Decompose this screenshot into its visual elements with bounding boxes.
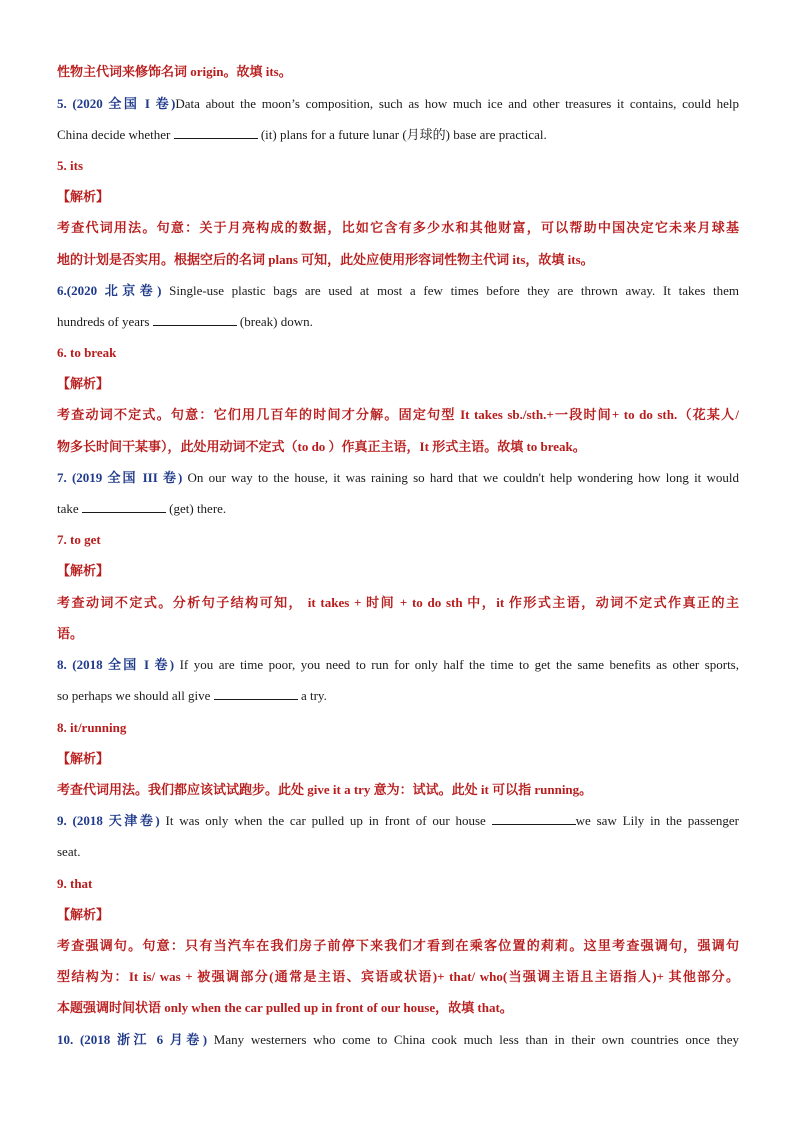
question-6-number: 6.(2020 北京卷) xyxy=(57,283,162,298)
answer-blank xyxy=(214,687,298,700)
answer-9: 9. that xyxy=(57,876,93,891)
analysis-tag: 【解析】 xyxy=(57,563,110,578)
explanation-7-line-1: 考查动词不定式。分析句子结构可知， it takes + 时间 + to do sth 中，it 作形式主语，动词不定式作真正的主 xyxy=(57,595,739,610)
question-7-line-2: take (get) there. xyxy=(57,501,227,516)
analysis-tag: 【解析】 xyxy=(57,376,110,391)
question-8-number: 8. (2018 全国 I 卷) xyxy=(57,657,175,672)
question-5-line-1: 5. (2020 全国 I 卷)Data about the moon’s composition, such as how much ice and other treasures it contains, could help xyxy=(57,96,739,111)
answer-8: 8. it/running xyxy=(57,720,127,735)
question-6-line-1: 6.(2020 北京卷) Single-use plastic bags are used at most a few times before they are thrown away. It takes them xyxy=(57,283,739,298)
answer-7: 7. to get xyxy=(57,532,101,547)
answer-blank xyxy=(174,126,258,139)
explanation-5-line-1: 考查代词用法。句意：关于月亮构成的数据，比如它含有多少水和其他财富，可以帮助中国决定它未来月球基 xyxy=(57,220,739,235)
prev-explanation-tail: 性物主代词来修饰名词 origin。故填 its。 xyxy=(57,64,292,79)
question-10-number: 10. (2018 浙江 6 月卷) xyxy=(57,1032,208,1047)
answer-5: 5. its xyxy=(57,158,83,173)
answer-blank xyxy=(492,812,576,825)
question-5-number: 5. (2020 全国 I 卷) xyxy=(57,96,176,111)
explanation-6-line-1: 考查动词不定式。句意：它们用几百年的时间才分解。固定句型 It takes sb./sth.+一段时间+ to do sth.（花某人/ xyxy=(57,407,739,422)
explanation-9-line-2: 型结构为：It is/ was + 被强调部分(通常是主语、宾语或状语)+ that/ who(当强调主语且主语指人)+ 其他部分。 xyxy=(57,969,739,984)
explanation-6-line-2: 物多长时间干某事），此处用动词不定式（to do ）作真正主语，It 形式主语。故填 to break。 xyxy=(57,439,586,454)
explanation-9-line-3: 本题强调时间状语 only when the car pulled up in front of our house，故填 that。 xyxy=(57,1000,513,1015)
question-6-line-2: hundreds of years (break) down. xyxy=(57,314,313,329)
question-7-line-1: 7. (2019 全国 III 卷) On our way to the house, it was raining so hard that we couldn't help wondering how long it would xyxy=(57,470,740,485)
question-10-line-1: 10. (2018 浙江 6 月卷) Many westerners who come to China cook much less than in their own countries once they xyxy=(57,1032,739,1047)
question-5-line-2: China decide whether (it) plans for a future lunar (月球的) base are practical. xyxy=(57,127,547,142)
answer-blank xyxy=(82,500,166,513)
answer-6: 6. to break xyxy=(57,345,117,360)
analysis-tag: 【解析】 xyxy=(57,189,110,204)
question-9-number: 9. (2018 天津卷) xyxy=(57,813,160,828)
question-7-number: 7. (2019 全国 III 卷) xyxy=(57,470,183,485)
explanation-9-line-1: 考查强调句。句意：只有当汽车在我们房子前停下来我们才看到在乘客位置的莉莉。这里考查强调句，强调句 xyxy=(57,938,739,953)
explanation-5-line-2: 地的计划是否实用。根据空后的名词 plans 可知，此处应使用形容词性物主代词 its，故填 its。 xyxy=(57,252,594,267)
answer-blank xyxy=(153,313,237,326)
question-9-line-1: 9. (2018 天津卷) It was only when the car pulled up in front of our house we saw Lily in the passenger xyxy=(57,813,739,828)
analysis-tag: 【解析】 xyxy=(57,751,110,766)
question-9-line-2: seat. xyxy=(57,844,81,859)
question-8-line-1: 8. (2018 全国 I 卷) If you are time poor, you need to run for only half the time to get the same benefits as other sports, xyxy=(57,657,739,672)
question-8-line-2: so perhaps we should all give a try. xyxy=(57,688,327,703)
explanation-7-line-2: 语。 xyxy=(57,626,84,641)
explanation-8-line-1: 考查代词用法。我们都应该试试跑步。此处 give it a try 意为：试试。此处 it 可以指 running。 xyxy=(57,782,593,797)
analysis-tag: 【解析】 xyxy=(57,907,110,922)
